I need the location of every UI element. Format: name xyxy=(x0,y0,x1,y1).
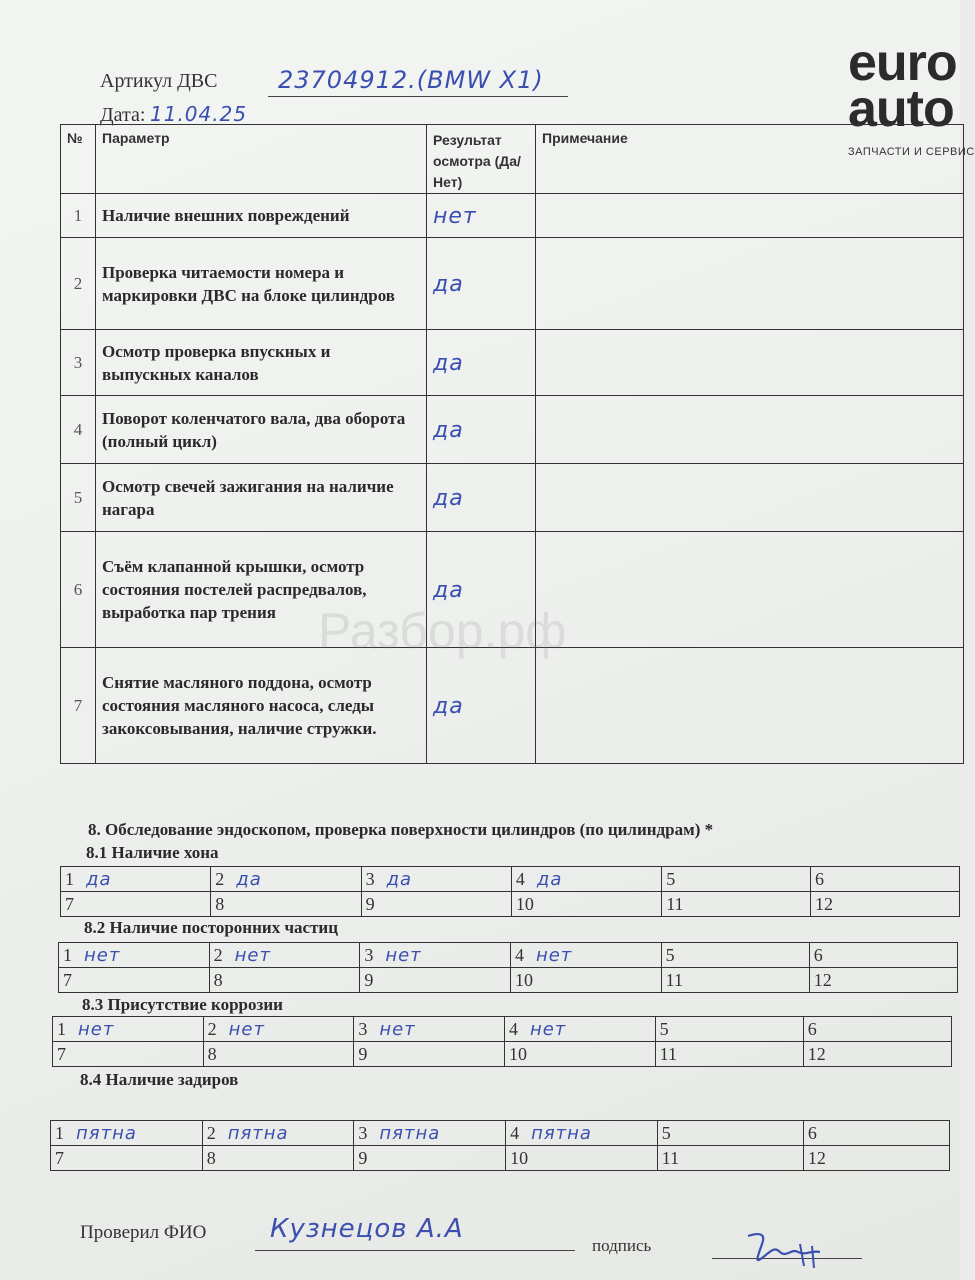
logo-line2: auto xyxy=(848,80,954,138)
grid-cell xyxy=(361,867,511,892)
cell-result: пятна xyxy=(379,1122,441,1144)
row-num: 5 xyxy=(61,464,96,532)
grid-cell xyxy=(51,1146,203,1171)
grid-cell xyxy=(51,1121,203,1146)
table-row xyxy=(61,330,964,396)
grid-cell xyxy=(506,1146,658,1171)
cell-number: 3 xyxy=(365,868,375,889)
grid-cell xyxy=(354,1146,506,1171)
row-num: 6 xyxy=(61,532,96,648)
cell-result: нет xyxy=(234,944,271,966)
cell-number: 7 xyxy=(55,1147,64,1168)
row-note xyxy=(536,194,964,238)
grid-cell xyxy=(803,1042,951,1067)
cell-number: 9 xyxy=(364,969,374,990)
grid-cell xyxy=(61,892,211,917)
cylinder-grid xyxy=(58,942,958,993)
cell-number: 5 xyxy=(661,1122,671,1143)
cell-number: 9 xyxy=(358,1147,368,1168)
subsection-title: 8.1 Наличие хона xyxy=(86,843,219,862)
cylinder-grid xyxy=(60,866,960,917)
grid-cell xyxy=(510,943,661,968)
row-result: нет xyxy=(433,203,477,229)
grid-cell xyxy=(361,892,511,917)
grid-cell xyxy=(360,968,511,993)
grid-cell xyxy=(209,943,360,968)
cell-result: пятна xyxy=(227,1122,289,1144)
row-num: 4 xyxy=(61,396,96,464)
grid-cell xyxy=(53,1017,204,1042)
cell-number: 4 xyxy=(508,1018,518,1039)
cell-result: да xyxy=(386,868,413,890)
row-note xyxy=(536,396,964,464)
table-row xyxy=(61,648,964,764)
grid-cell xyxy=(510,968,661,993)
cell-number: 1 xyxy=(63,944,72,965)
signature-label: подпись xyxy=(592,1236,652,1255)
cell-number: 7 xyxy=(63,969,72,990)
cell-number: 3 xyxy=(364,944,374,965)
row-param: Съём клапанной крышки, осмотр состояния постелей распредвалов, выработка пар трения xyxy=(96,532,427,648)
row-note xyxy=(536,532,964,648)
cell-result: нет xyxy=(379,1018,416,1040)
cell-number: 8 xyxy=(206,1147,216,1168)
row-num: 2 xyxy=(61,238,96,330)
cell-number: 6 xyxy=(815,868,825,889)
row-param: Осмотр свечей зажигания на наличие нагара xyxy=(96,464,427,532)
cell-number: 2 xyxy=(213,944,223,965)
cell-number: 4 xyxy=(515,868,525,889)
logo-line1: euro xyxy=(848,34,957,92)
cell-result: да xyxy=(236,868,262,890)
cell-number: 2 xyxy=(207,1018,217,1039)
row-param: Осмотр проверка впускных и выпускных каналов xyxy=(96,330,427,396)
cell-number: 1 xyxy=(55,1122,64,1143)
checked-by-underline xyxy=(255,1250,575,1251)
grid-cell xyxy=(354,1121,506,1146)
grid-cell xyxy=(504,1042,655,1067)
cell-result: нет xyxy=(535,944,573,966)
cell-result: нет xyxy=(228,1018,265,1040)
table-row xyxy=(61,396,964,464)
cell-number: 6 xyxy=(807,1122,817,1143)
grid-cell xyxy=(202,1146,354,1171)
cell-number: 5 xyxy=(665,944,675,965)
grid-cell xyxy=(809,943,957,968)
checked-by-value: Кузнецов А.А xyxy=(270,1214,464,1244)
grid-cell xyxy=(657,1146,803,1171)
subsection-title: 8.3 Присутствие коррозии xyxy=(82,995,283,1014)
table-header-row xyxy=(61,125,964,194)
row-note xyxy=(536,330,964,396)
grid-cell xyxy=(203,1042,354,1067)
checked-by-label: Проверил ФИО xyxy=(80,1222,207,1243)
grid-cell xyxy=(360,943,511,968)
subsection-title: 8.2 Наличие посторонних частиц xyxy=(84,918,339,937)
cell-number: 1 xyxy=(65,868,74,889)
cell-result: нет xyxy=(529,1018,567,1040)
cell-number: 11 xyxy=(661,1147,680,1168)
grid-cell xyxy=(803,1121,949,1146)
cell-number: 10 xyxy=(514,969,533,990)
cell-number: 12 xyxy=(807,1147,826,1168)
row-note xyxy=(536,238,964,330)
cell-number: 1 xyxy=(57,1018,66,1039)
article-value: 23704912.(BMW X1) xyxy=(278,66,544,94)
row-param: Поворот коленчатого вала, два оборота (полный цикл) xyxy=(96,396,427,464)
row-param: Снятие масляного поддона, осмотр состояния масляного насоса, следы закоксовывания, наличие стружки. xyxy=(96,648,427,764)
row-num: 1 xyxy=(61,194,96,238)
row-result: да xyxy=(433,271,464,297)
cell-result: пятна xyxy=(76,1122,137,1144)
cell-result: пятна xyxy=(531,1122,592,1144)
grid-cell xyxy=(657,1121,803,1146)
grid-cell xyxy=(61,867,211,892)
row-result: да xyxy=(433,417,464,443)
grid-cell xyxy=(506,1121,658,1146)
cell-number: 6 xyxy=(813,944,823,965)
row-note xyxy=(536,464,964,532)
header-note: Примечание xyxy=(536,125,964,194)
cell-number: 3 xyxy=(358,1018,368,1039)
cell-number: 12 xyxy=(807,1043,826,1064)
section8-title: 8. Обследование эндоскопом, проверка поверхности цилиндров (по цилиндрам) * xyxy=(88,820,714,839)
cell-number: 9 xyxy=(365,893,375,914)
grid-cell xyxy=(504,1017,655,1042)
cell-number: 5 xyxy=(666,868,676,889)
grid-cell xyxy=(662,867,811,892)
grid-cell xyxy=(211,892,361,917)
grid-cell xyxy=(661,943,809,968)
header-result: Результат осмотра (Да/Нет) xyxy=(427,125,536,194)
grid-cell xyxy=(53,1042,204,1067)
cell-number: 2 xyxy=(206,1122,216,1143)
row-result: да xyxy=(433,350,464,376)
signature-icon xyxy=(740,1222,840,1272)
grid-cell xyxy=(803,1146,949,1171)
table-row xyxy=(61,464,964,532)
grid-cell xyxy=(511,892,661,917)
cell-number: 5 xyxy=(659,1018,669,1039)
grid-cell xyxy=(511,867,661,892)
cell-result: нет xyxy=(78,1018,115,1040)
cell-number: 7 xyxy=(65,893,74,914)
article-label: Артикул ДВС xyxy=(100,70,218,92)
cell-number: 8 xyxy=(207,1043,217,1064)
grid-cell xyxy=(811,892,960,917)
grid-cell xyxy=(59,968,210,993)
grid-cell xyxy=(655,1017,803,1042)
cell-number: 11 xyxy=(659,1043,677,1064)
row-result: да xyxy=(433,693,464,719)
logo-tagline: ЗАПЧАСТИ И СЕРВИС xyxy=(848,146,975,158)
row-param: Наличие внешних повреждений xyxy=(96,194,427,238)
cell-number: 10 xyxy=(515,893,534,914)
grid-cell xyxy=(202,1121,354,1146)
row-result: да xyxy=(433,485,464,511)
cell-number: 10 xyxy=(510,1147,529,1168)
cell-number: 11 xyxy=(666,893,684,914)
cell-number: 11 xyxy=(665,969,683,990)
cell-result: да xyxy=(86,868,112,890)
watermark: Разбор.рф xyxy=(318,603,567,659)
inspection-table xyxy=(60,124,975,764)
grid-cell xyxy=(661,968,809,993)
header-num: № xyxy=(61,125,96,194)
row-num: 3 xyxy=(61,330,96,396)
cell-number: 3 xyxy=(358,1122,368,1143)
cell-number: 12 xyxy=(813,969,832,990)
grid-cell xyxy=(803,1017,951,1042)
row-num: 7 xyxy=(61,648,96,764)
grid-cell xyxy=(809,968,957,993)
grid-cell xyxy=(209,968,360,993)
grid-cell xyxy=(811,867,960,892)
table-row xyxy=(61,238,964,330)
row-note xyxy=(536,648,964,764)
article-underline xyxy=(268,96,568,97)
cylinder-grid xyxy=(52,1016,952,1067)
header-param: Параметр xyxy=(96,125,427,194)
cylinder-grid xyxy=(50,1120,950,1171)
cell-number: 8 xyxy=(213,969,223,990)
cell-result: нет xyxy=(84,944,121,966)
cell-result: нет xyxy=(385,944,422,966)
subsection-title: 8.4 Наличие задиров xyxy=(80,1070,239,1089)
cell-number: 6 xyxy=(807,1018,817,1039)
cell-number: 9 xyxy=(358,1043,368,1064)
grid-cell xyxy=(354,1042,505,1067)
cell-number: 7 xyxy=(57,1043,66,1064)
grid-cell xyxy=(203,1017,354,1042)
cell-number: 2 xyxy=(215,868,225,889)
cell-number: 4 xyxy=(510,1122,520,1143)
row-param: Проверка читаемости номера и маркировки ДВС на блоке цилиндров xyxy=(96,238,427,330)
cell-number: 12 xyxy=(815,893,834,914)
grid-cell xyxy=(59,943,210,968)
cell-number: 10 xyxy=(508,1043,527,1064)
grid-cell xyxy=(211,867,361,892)
grid-cell xyxy=(655,1042,803,1067)
cell-number: 8 xyxy=(215,893,225,914)
date-value: 11.04.25 xyxy=(150,102,248,126)
grid-cell xyxy=(662,892,811,917)
date-label: Дата: xyxy=(100,104,146,126)
cell-result: да xyxy=(536,868,563,890)
cell-number: 4 xyxy=(514,944,524,965)
row-result: да xyxy=(433,577,464,603)
table-row xyxy=(61,194,964,238)
grid-cell xyxy=(354,1017,505,1042)
